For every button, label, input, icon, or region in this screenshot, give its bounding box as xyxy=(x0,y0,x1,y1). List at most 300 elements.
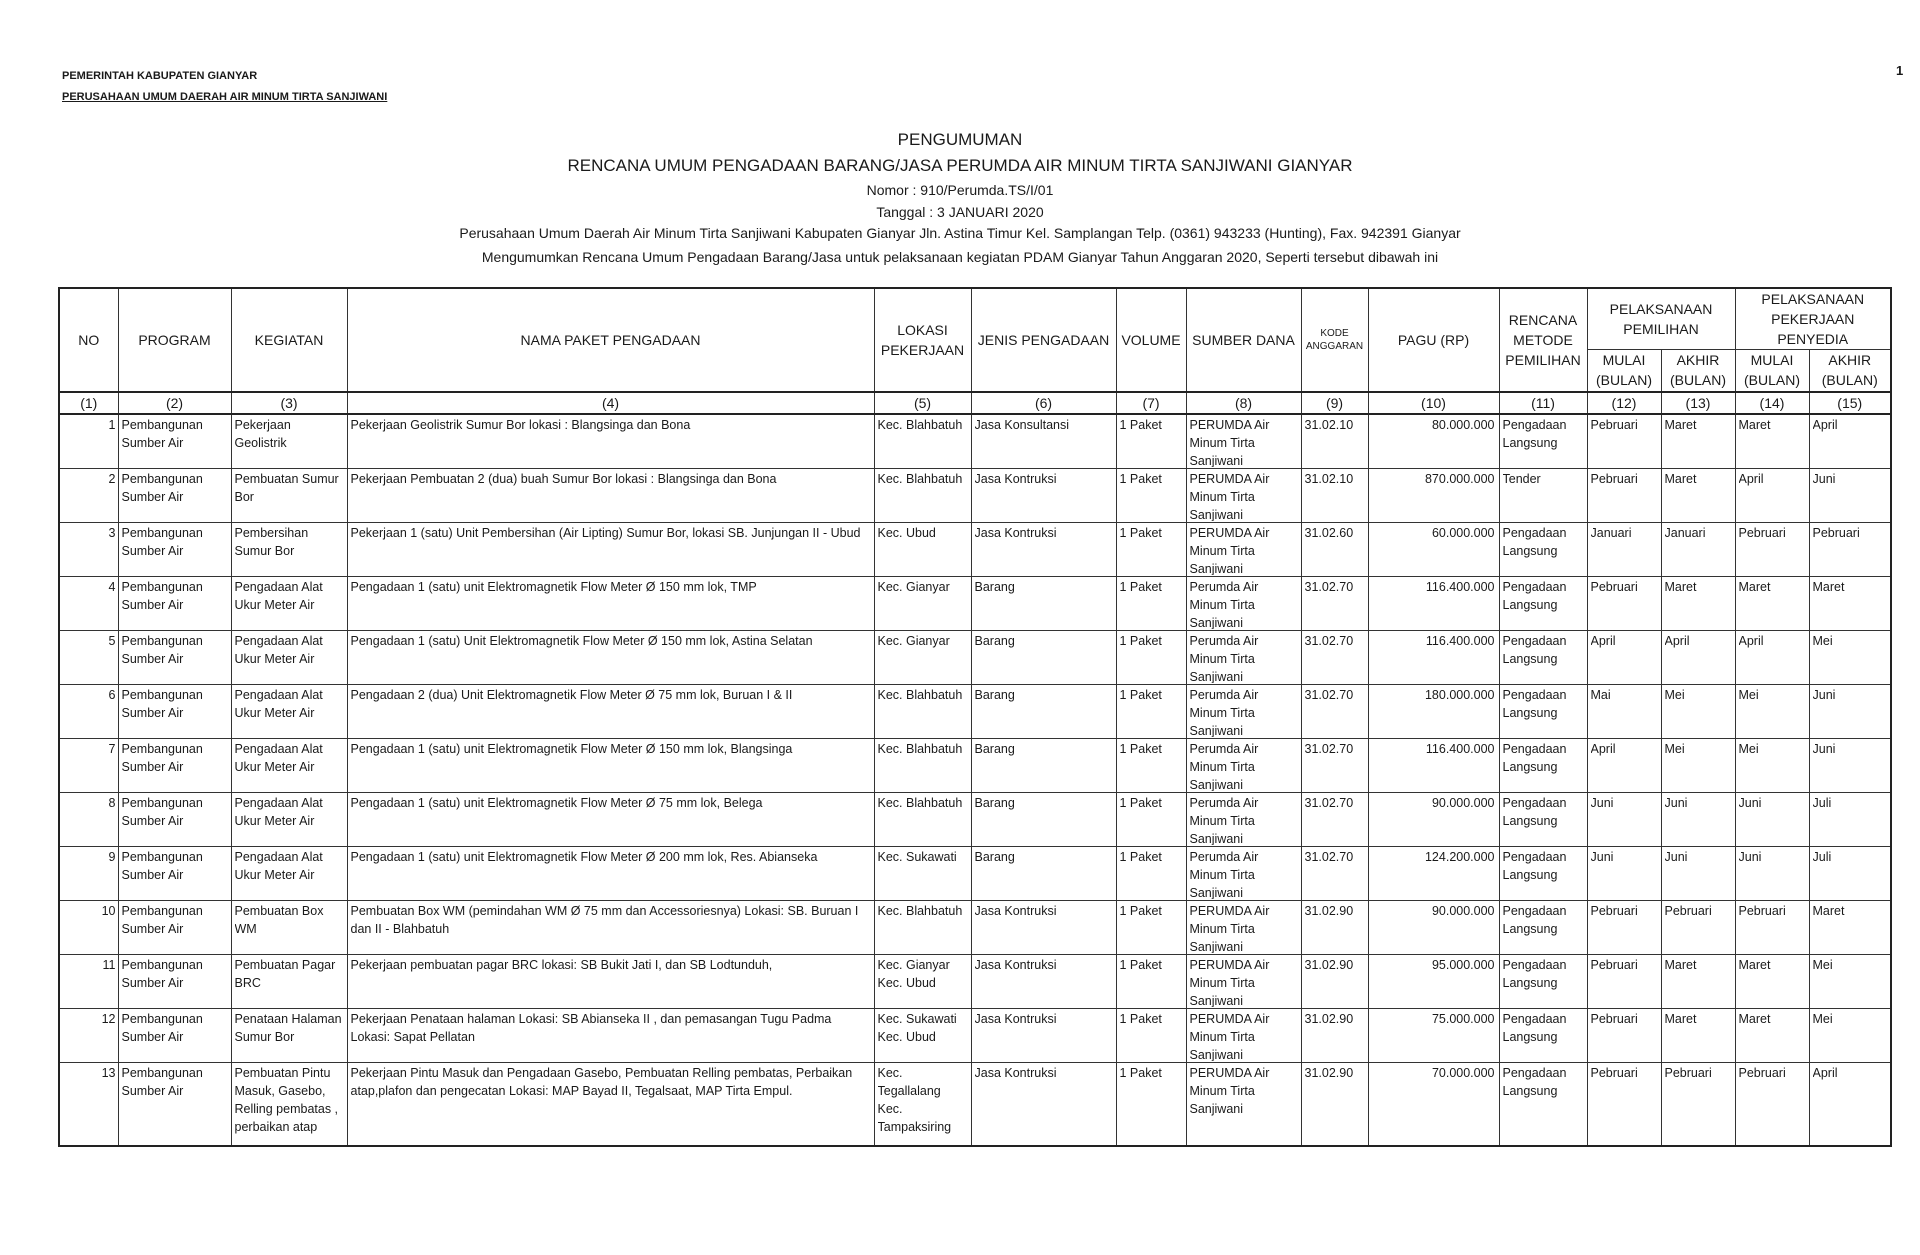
cell-nama-paket xyxy=(347,1062,874,1146)
cell-nama-paket xyxy=(347,522,874,576)
cell-program xyxy=(118,630,231,684)
cell-nama-paket xyxy=(347,792,874,846)
cell-kegiatan-text: Pengadaan Alat Ukur Meter Air xyxy=(234,795,323,828)
cell-pemilihan-akhir xyxy=(1661,792,1735,846)
cell-nama-paket-text: Pengadaan 1 (satu) unit Elektromagnetik Flow Meter Ø 150 mm lok, Blangsinga xyxy=(350,741,793,756)
cell-metode xyxy=(1499,954,1587,1008)
table-row xyxy=(59,846,1891,900)
cell-pagu xyxy=(1368,738,1499,792)
cell-pekerjaan-mulai-text: Juni xyxy=(1738,795,1762,810)
cell-nama-paket-text: Pekerjaan 1 (satu) Unit Pembersihan (Air Lipting) Sumur Bor, lokasi SB. Junjungan II - Ubud xyxy=(350,525,861,540)
cell-no xyxy=(59,630,118,684)
cell-program xyxy=(118,522,231,576)
cell-pagu-text: 80.000.000 xyxy=(1431,417,1495,432)
cell-kegiatan xyxy=(231,468,347,522)
cell-jenis xyxy=(971,522,1116,576)
cell-sumber-dana-text: PERUMDA Air Minum Tirta Sanjiwani xyxy=(1189,1011,1270,1061)
cell-kegiatan xyxy=(231,792,347,846)
cell-no-text: 10 xyxy=(101,903,116,918)
cell-volume xyxy=(1116,522,1186,576)
column-number: (9) xyxy=(1301,392,1368,414)
cell-nama-paket-text: Pengadaan 1 (satu) unit Elektromagnetik Flow Meter Ø 150 mm lok, TMP xyxy=(350,579,757,594)
cell-program xyxy=(118,738,231,792)
cell-jenis-text: Barang xyxy=(974,795,1015,810)
cell-kegiatan-text: Pengadaan Alat Ukur Meter Air xyxy=(234,849,323,882)
cell-kode-anggaran xyxy=(1301,684,1368,738)
cell-program-text: Pembangunan Sumber Air xyxy=(121,687,203,720)
cell-pemilihan-mulai-text: Pebruari xyxy=(1590,1065,1638,1080)
cell-kegiatan xyxy=(231,738,347,792)
cell-volume xyxy=(1116,630,1186,684)
cell-program-text: Pembangunan Sumber Air xyxy=(121,525,203,558)
cell-kode-anggaran-text: 31.02.10 xyxy=(1304,417,1354,432)
cell-lokasi xyxy=(874,954,971,1008)
cell-kegiatan-text: Pengadaan Alat Ukur Meter Air xyxy=(234,741,323,774)
cell-jenis xyxy=(971,900,1116,954)
cell-nama-paket-text: Pengadaan 2 (dua) Unit Elektromagnetik Flow Meter Ø 75 mm lok, Buruan I & II xyxy=(350,687,793,702)
cell-kode-anggaran-text: 31.02.70 xyxy=(1304,741,1354,756)
cell-kegiatan-text: Pembuatan Pintu Masuk, Gasebo, Relling pembatas , perbaikan atap xyxy=(234,1065,339,1134)
cell-pemilihan-mulai-text: Pebruari xyxy=(1590,579,1638,594)
cell-no xyxy=(59,738,118,792)
cell-volume xyxy=(1116,684,1186,738)
cell-no-text: 8 xyxy=(108,795,116,810)
cell-pagu xyxy=(1368,630,1499,684)
header-kegiatan: KEGIATAN xyxy=(231,288,347,392)
column-number: (13) xyxy=(1661,392,1735,414)
cell-volume-text: 1 Paket xyxy=(1119,795,1162,810)
cell-kegiatan xyxy=(231,630,347,684)
cell-pekerjaan-mulai xyxy=(1735,576,1809,630)
cell-pekerjaan-akhir-text: Pebruari xyxy=(1812,525,1860,540)
cell-pemilihan-akhir xyxy=(1661,576,1735,630)
cell-no xyxy=(59,414,118,469)
cell-sumber-dana xyxy=(1186,1008,1301,1062)
cell-pekerjaan-akhir xyxy=(1809,900,1891,954)
cell-jenis-text: Barang xyxy=(974,579,1015,594)
cell-program xyxy=(118,684,231,738)
cell-pemilihan-mulai xyxy=(1587,1062,1661,1146)
table-row xyxy=(59,576,1891,630)
cell-pekerjaan-mulai xyxy=(1735,846,1809,900)
cell-nama-paket-text: Pengadaan 1 (satu) Unit Elektromagnetik Flow Meter Ø 150 mm lok, Astina Selatan xyxy=(350,633,813,648)
cell-sumber-dana-text: PERUMDA Air Minum Tirta Sanjiwani xyxy=(1189,903,1270,953)
cell-lokasi-text: Kec. Gianyar xyxy=(877,579,950,594)
cell-nama-paket xyxy=(347,738,874,792)
cell-pemilihan-akhir-text: Maret xyxy=(1664,417,1697,432)
cell-lokasi-text: Kec. Blahbatuh xyxy=(877,417,963,432)
cell-volume xyxy=(1116,576,1186,630)
header-pekerjaan-mulai: MULAI (BULAN) xyxy=(1735,350,1809,392)
announcement-text: Mengumumkan Rencana Umum Pengadaan Barang/Jasa untuk pelaksanaan kegiatan PDAM Gianyar Tahun Anggaran 2020, Seperti tersebut dibawah ini xyxy=(481,249,1439,265)
cell-nama-paket-text: Pembuatan Box WM (pemindahan WM Ø 75 mm dan Accessoriesnya) Lokasi: SB. Buruan I dan II - Blahbatuh xyxy=(350,903,859,936)
cell-metode-text: Pengadaan Langsung xyxy=(1502,1065,1567,1098)
cell-pekerjaan-akhir xyxy=(1809,630,1891,684)
cell-pagu xyxy=(1368,468,1499,522)
cell-kegiatan-text: Pengadaan Alat Ukur Meter Air xyxy=(234,579,323,612)
cell-pekerjaan-mulai-text: Pebruari xyxy=(1738,525,1786,540)
cell-pagu-text: 90.000.000 xyxy=(1431,795,1495,810)
cell-jenis-text: Barang xyxy=(974,849,1015,864)
cell-program xyxy=(118,900,231,954)
cell-jenis xyxy=(971,414,1116,469)
cell-volume-text: 1 Paket xyxy=(1119,741,1162,756)
cell-program-text: Pembangunan Sumber Air xyxy=(121,903,203,936)
cell-kode-anggaran xyxy=(1301,1008,1368,1062)
cell-sumber-dana-text: Perumda Air Minum Tirta Sanjiwani xyxy=(1189,741,1259,791)
cell-metode xyxy=(1499,846,1587,900)
cell-pekerjaan-mulai-text: Pebruari xyxy=(1738,903,1786,918)
cell-pagu-text: 870.000.000 xyxy=(1424,471,1495,486)
cell-program-text: Pembangunan Sumber Air xyxy=(121,795,203,828)
header-kode-anggaran: KODE ANGGARAN xyxy=(1301,288,1368,392)
cell-pagu-text: 124.200.000 xyxy=(1424,849,1495,864)
cell-no-text: 4 xyxy=(108,579,116,594)
cell-pekerjaan-mulai-text: Maret xyxy=(1738,957,1771,972)
cell-volume xyxy=(1116,738,1186,792)
cell-sumber-dana xyxy=(1186,684,1301,738)
cell-volume xyxy=(1116,900,1186,954)
cell-program xyxy=(118,468,231,522)
cell-kode-anggaran xyxy=(1301,954,1368,1008)
cell-no-text: 6 xyxy=(108,687,116,702)
cell-kegiatan-text: Pembuatan Pagar BRC xyxy=(234,957,336,990)
column-number: (10) xyxy=(1368,392,1499,414)
cell-lokasi-text: Kec. Gianyar xyxy=(877,633,950,648)
cell-lokasi-text: Kec. Sukawati xyxy=(877,849,957,864)
cell-nama-paket-text: Pekerjaan pembuatan pagar BRC lokasi: SB Bukit Jati I, dan SB Lodtunduh, xyxy=(350,957,773,972)
cell-lokasi xyxy=(874,846,971,900)
cell-metode xyxy=(1499,738,1587,792)
cell-jenis-text: Jasa Kontruksi xyxy=(974,1065,1057,1080)
cell-kode-anggaran-text: 31.02.90 xyxy=(1304,1011,1354,1026)
cell-kegiatan-text: Pengadaan Alat Ukur Meter Air xyxy=(234,633,323,666)
cell-metode xyxy=(1499,414,1587,469)
table-row xyxy=(59,792,1891,846)
cell-metode xyxy=(1499,576,1587,630)
cell-kode-anggaran-text: 31.02.70 xyxy=(1304,579,1354,594)
column-number: (14) xyxy=(1735,392,1809,414)
cell-sumber-dana-text: PERUMDA Air Minum Tirta Sanjiwani xyxy=(1189,957,1270,1007)
cell-kegiatan-text: Pembersihan Sumur Bor xyxy=(234,525,309,558)
cell-nama-paket-text: Pengadaan 1 (satu) unit Elektromagnetik Flow Meter Ø 200 mm lok, Res. Abianseka xyxy=(350,849,818,864)
cell-pekerjaan-mulai-text: Mei xyxy=(1738,687,1759,702)
cell-sumber-dana xyxy=(1186,414,1301,469)
cell-sumber-dana-text: Perumda Air Minum Tirta Sanjiwani xyxy=(1189,849,1259,899)
column-number: (1) xyxy=(59,392,118,414)
cell-kode-anggaran xyxy=(1301,576,1368,630)
cell-lokasi xyxy=(874,1062,971,1146)
cell-jenis-text: Barang xyxy=(974,633,1015,648)
header-pagu: PAGU (RP) xyxy=(1368,288,1499,392)
cell-volume xyxy=(1116,1062,1186,1146)
cell-pekerjaan-akhir-text: Juni xyxy=(1812,687,1836,702)
cell-jenis xyxy=(971,738,1116,792)
header-no: NO xyxy=(59,288,118,392)
cell-pemilihan-mulai-text: Pebruari xyxy=(1590,471,1638,486)
table-row xyxy=(59,1008,1891,1062)
cell-pekerjaan-mulai-text: April xyxy=(1738,471,1764,486)
cell-sumber-dana-text: PERUMDA Air Minum Tirta Sanjiwani xyxy=(1189,1065,1270,1116)
cell-pagu xyxy=(1368,414,1499,469)
cell-pekerjaan-akhir-text: Mei xyxy=(1812,633,1833,648)
cell-pemilihan-akhir-text: Juni xyxy=(1664,849,1688,864)
cell-jenis xyxy=(971,1062,1116,1146)
cell-nama-paket xyxy=(347,954,874,1008)
org-line-2: PERUSAHAAN UMUM DAERAH AIR MINUM TIRTA SANJIWANI xyxy=(62,91,388,103)
cell-pemilihan-akhir xyxy=(1661,900,1735,954)
cell-pekerjaan-mulai-text: Juni xyxy=(1738,849,1762,864)
cell-pagu-text: 95.000.000 xyxy=(1431,957,1495,972)
cell-lokasi-text: Kec. Blahbatuh xyxy=(877,795,963,810)
cell-pagu xyxy=(1368,954,1499,1008)
cell-no xyxy=(59,1062,118,1146)
cell-pagu-text: 116.400.000 xyxy=(1425,579,1495,594)
column-number: (5) xyxy=(874,392,971,414)
cell-lokasi xyxy=(874,792,971,846)
cell-pemilihan-akhir-text: Januari xyxy=(1664,525,1706,540)
column-number: (8) xyxy=(1186,392,1301,414)
cell-kegiatan xyxy=(231,900,347,954)
cell-pekerjaan-akhir-text: Juni xyxy=(1812,741,1836,756)
column-number: (7) xyxy=(1116,392,1186,414)
cell-pekerjaan-mulai xyxy=(1735,414,1809,469)
cell-sumber-dana xyxy=(1186,846,1301,900)
cell-metode-text: Pengadaan Langsung xyxy=(1502,417,1567,450)
cell-pagu-text: 116.400.000 xyxy=(1425,741,1495,756)
cell-volume xyxy=(1116,954,1186,1008)
cell-nama-paket xyxy=(347,900,874,954)
cell-kode-anggaran-text: 31.02.10 xyxy=(1304,471,1354,486)
cell-volume-text: 1 Paket xyxy=(1119,903,1162,918)
cell-metode-text: Tender xyxy=(1502,471,1541,486)
cell-kode-anggaran xyxy=(1301,630,1368,684)
header-sumber-dana: SUMBER DANA xyxy=(1186,288,1301,392)
cell-pagu xyxy=(1368,900,1499,954)
cell-pekerjaan-mulai-text: April xyxy=(1738,633,1764,648)
cell-pekerjaan-akhir-text: Mei xyxy=(1812,957,1833,972)
cell-nama-paket-text: Pekerjaan Pembuatan 2 (dua) buah Sumur Bor lokasi : Blangsinga dan Bona xyxy=(350,471,777,486)
cell-pekerjaan-mulai xyxy=(1735,522,1809,576)
cell-kegiatan xyxy=(231,1062,347,1146)
cell-no-text: 11 xyxy=(102,957,116,972)
cell-jenis-text: Barang xyxy=(974,687,1015,702)
cell-pekerjaan-akhir-text: Juli xyxy=(1812,795,1832,810)
cell-pemilihan-mulai-text: Januari xyxy=(1590,525,1632,540)
cell-pagu-text: 90.000.000 xyxy=(1431,903,1495,918)
cell-sumber-dana xyxy=(1186,630,1301,684)
cell-pemilihan-mulai xyxy=(1587,414,1661,469)
cell-pemilihan-akhir-text: Mei xyxy=(1664,687,1685,702)
cell-program xyxy=(118,1008,231,1062)
cell-sumber-dana-text: Perumda Air Minum Tirta Sanjiwani xyxy=(1189,687,1259,737)
cell-pemilihan-mulai xyxy=(1587,1008,1661,1062)
header-nama-paket: NAMA PAKET PENGADAAN xyxy=(347,288,874,392)
cell-pekerjaan-mulai xyxy=(1735,954,1809,1008)
cell-kegiatan xyxy=(231,954,347,1008)
cell-pemilihan-mulai-text: Pebruari xyxy=(1590,957,1638,972)
cell-kegiatan-text: Penataan Halaman Sumur Bor xyxy=(234,1011,342,1044)
cell-pekerjaan-akhir-text: Maret xyxy=(1812,903,1845,918)
cell-nama-paket xyxy=(347,684,874,738)
cell-jenis xyxy=(971,792,1116,846)
cell-pagu-text: 180.000.000 xyxy=(1424,687,1495,702)
header-volume: VOLUME xyxy=(1116,288,1186,392)
cell-sumber-dana-text: PERUMDA Air Minum Tirta Sanjiwani xyxy=(1189,471,1270,521)
cell-program-text: Pembangunan Sumber Air xyxy=(121,849,203,882)
cell-kode-anggaran xyxy=(1301,738,1368,792)
cell-metode-text: Pengadaan Langsung xyxy=(1502,579,1567,612)
cell-pagu xyxy=(1368,1062,1499,1146)
cell-pekerjaan-mulai-text: Mei xyxy=(1738,741,1759,756)
table-row xyxy=(59,738,1891,792)
cell-lokasi xyxy=(874,414,971,469)
cell-nama-paket-text: Pekerjaan Penataan halaman Lokasi: SB Abianseka II , dan pemasangan Tugu Padma Lokasi: Sapat Pellatan xyxy=(350,1011,832,1044)
cell-volume xyxy=(1116,1008,1186,1062)
cell-no-text: 7 xyxy=(108,741,116,756)
cell-sumber-dana xyxy=(1186,792,1301,846)
cell-pagu-text: 70.000.000 xyxy=(1431,1065,1495,1080)
cell-nama-paket-text: Pengadaan 1 (satu) unit Elektromagnetik Flow Meter Ø 75 mm lok, Belega xyxy=(350,795,763,810)
cell-metode xyxy=(1499,792,1587,846)
cell-kode-anggaran xyxy=(1301,846,1368,900)
cell-kegiatan xyxy=(231,846,347,900)
cell-sumber-dana xyxy=(1186,522,1301,576)
header-metode: RENCANA METODE PEMILIHAN xyxy=(1499,288,1587,392)
cell-kode-anggaran xyxy=(1301,414,1368,469)
cell-pagu-text: 116.400.000 xyxy=(1425,633,1495,648)
cell-pemilihan-mulai xyxy=(1587,738,1661,792)
cell-lokasi-text: Kec. Gianyar Kec. Ubud xyxy=(877,957,950,990)
cell-pemilihan-akhir xyxy=(1661,738,1735,792)
cell-no xyxy=(59,684,118,738)
cell-kode-anggaran xyxy=(1301,792,1368,846)
cell-no xyxy=(59,846,118,900)
cell-lokasi xyxy=(874,1008,971,1062)
cell-kegiatan xyxy=(231,684,347,738)
cell-sumber-dana-text: Perumda Air Minum Tirta Sanjiwani xyxy=(1189,579,1259,629)
cell-pagu xyxy=(1368,576,1499,630)
cell-program xyxy=(118,576,231,630)
cell-pekerjaan-mulai xyxy=(1735,468,1809,522)
cell-nama-paket-text: Pekerjaan Geolistrik Sumur Bor lokasi : Blangsinga dan Bona xyxy=(350,417,691,432)
cell-lokasi-text: Kec. Blahbatuh xyxy=(877,687,963,702)
cell-pemilihan-mulai-text: April xyxy=(1590,741,1616,756)
cell-pekerjaan-mulai xyxy=(1735,792,1809,846)
cell-kode-anggaran-text: 31.02.90 xyxy=(1304,957,1354,972)
cell-nama-paket-text: Pekerjaan Pintu Masuk dan Pengadaan Gasebo, Pembuatan Relling pembatas, Perbaikan atap,plafon dan pengecatan Lokasi: MAP Bayad II, Tegalsaat, MAP Tirta Empul. xyxy=(350,1065,853,1098)
cell-metode-text: Pengadaan Langsung xyxy=(1502,687,1567,720)
cell-kode-anggaran xyxy=(1301,900,1368,954)
cell-kegiatan-text: Pekerjaan Geolistrik xyxy=(234,417,291,450)
cell-jenis xyxy=(971,630,1116,684)
cell-sumber-dana xyxy=(1186,1062,1301,1146)
cell-volume-text: 1 Paket xyxy=(1119,417,1162,432)
cell-lokasi xyxy=(874,738,971,792)
cell-pemilihan-mulai xyxy=(1587,792,1661,846)
cell-lokasi xyxy=(874,522,971,576)
cell-lokasi-text: Kec. Tegallalang Kec. Tampaksiring xyxy=(877,1065,952,1134)
cell-pekerjaan-akhir-text: April xyxy=(1812,417,1838,432)
cell-kode-anggaran-text: 31.02.60 xyxy=(1304,525,1354,540)
cell-sumber-dana-text: PERUMDA Air Minum Tirta Sanjiwani xyxy=(1189,417,1270,467)
procurement-table xyxy=(58,287,1892,1147)
cell-kode-anggaran xyxy=(1301,1062,1368,1146)
cell-no xyxy=(59,900,118,954)
cell-kegiatan-text: Pengadaan Alat Ukur Meter Air xyxy=(234,687,323,720)
cell-pemilihan-akhir xyxy=(1661,414,1735,469)
cell-pemilihan-mulai xyxy=(1587,468,1661,522)
cell-volume-text: 1 Paket xyxy=(1119,849,1162,864)
cell-pekerjaan-mulai xyxy=(1735,900,1809,954)
cell-no-text: 12 xyxy=(101,1011,116,1026)
document-title: RENCANA UMUM PENGADAAN BARANG/JASA PERUMDA AIR MINUM TIRTA SANJIWANI GIANYAR xyxy=(567,156,1353,175)
cell-jenis xyxy=(971,954,1116,1008)
company-address: Perusahaan Umum Daerah Air Minum Tirta Sanjiwani Kabupaten Gianyar Jln. Astina Timur Kel. Samplangan Telp. (0361) 943233 (Hunting), Fax. 942391 Gianyar xyxy=(459,225,1461,241)
column-number: (12) xyxy=(1587,392,1661,414)
cell-pemilihan-akhir-text: April xyxy=(1664,633,1690,648)
cell-pekerjaan-mulai xyxy=(1735,738,1809,792)
header-pekerjaan-akhir: AKHIR (BULAN) xyxy=(1809,350,1891,392)
table-row xyxy=(59,468,1891,522)
cell-no-text: 9 xyxy=(108,849,116,864)
org-line-1: PEMERINTAH KABUPATEN GIANYAR xyxy=(62,70,258,82)
cell-metode xyxy=(1499,1062,1587,1146)
cell-pekerjaan-akhir xyxy=(1809,1008,1891,1062)
cell-pemilihan-mulai-text: Mai xyxy=(1590,687,1611,702)
cell-program-text: Pembangunan Sumber Air xyxy=(121,1011,203,1044)
cell-no xyxy=(59,468,118,522)
cell-pekerjaan-mulai xyxy=(1735,1062,1809,1146)
cell-pemilihan-akhir-text: Maret xyxy=(1664,957,1697,972)
cell-pagu-text: 75.000.000 xyxy=(1431,1011,1495,1026)
cell-pemilihan-akhir-text: Pebruari xyxy=(1664,1065,1712,1080)
cell-sumber-dana xyxy=(1186,576,1301,630)
cell-kode-anggaran xyxy=(1301,522,1368,576)
cell-no xyxy=(59,522,118,576)
cell-sumber-dana-text: Perumda Air Minum Tirta Sanjiwani xyxy=(1189,633,1259,683)
cell-no-text: 3 xyxy=(108,525,116,540)
cell-kode-anggaran-text: 31.02.90 xyxy=(1304,903,1354,918)
cell-pekerjaan-akhir-text: Mei xyxy=(1812,1011,1833,1026)
table-row xyxy=(59,630,1891,684)
cell-volume-text: 1 Paket xyxy=(1119,525,1162,540)
cell-program-text: Pembangunan Sumber Air xyxy=(121,417,203,450)
cell-pemilihan-akhir xyxy=(1661,684,1735,738)
cell-program xyxy=(118,414,231,469)
cell-nama-paket xyxy=(347,414,874,469)
cell-pemilihan-akhir xyxy=(1661,1008,1735,1062)
cell-pekerjaan-mulai-text: Maret xyxy=(1738,1011,1771,1026)
cell-jenis xyxy=(971,468,1116,522)
table-row xyxy=(59,522,1891,576)
column-number: (2) xyxy=(118,392,231,414)
cell-pemilihan-akhir xyxy=(1661,846,1735,900)
cell-jenis xyxy=(971,576,1116,630)
cell-jenis-text: Jasa Kontruksi xyxy=(974,957,1057,972)
header-jenis: JENIS PENGADAAN xyxy=(971,288,1116,392)
cell-pemilihan-mulai-text: Pebruari xyxy=(1590,417,1638,432)
cell-nama-paket xyxy=(347,576,874,630)
cell-pemilihan-mulai-text: April xyxy=(1590,633,1616,648)
cell-pagu xyxy=(1368,684,1499,738)
cell-kegiatan-text: Pembuatan Box WM xyxy=(234,903,324,936)
cell-no-text: 1 xyxy=(108,417,116,432)
cell-metode-text: Pengadaan Langsung xyxy=(1502,849,1567,882)
cell-no-text: 13 xyxy=(101,1065,116,1080)
cell-pemilihan-mulai xyxy=(1587,522,1661,576)
cell-metode-text: Pengadaan Langsung xyxy=(1502,957,1567,990)
